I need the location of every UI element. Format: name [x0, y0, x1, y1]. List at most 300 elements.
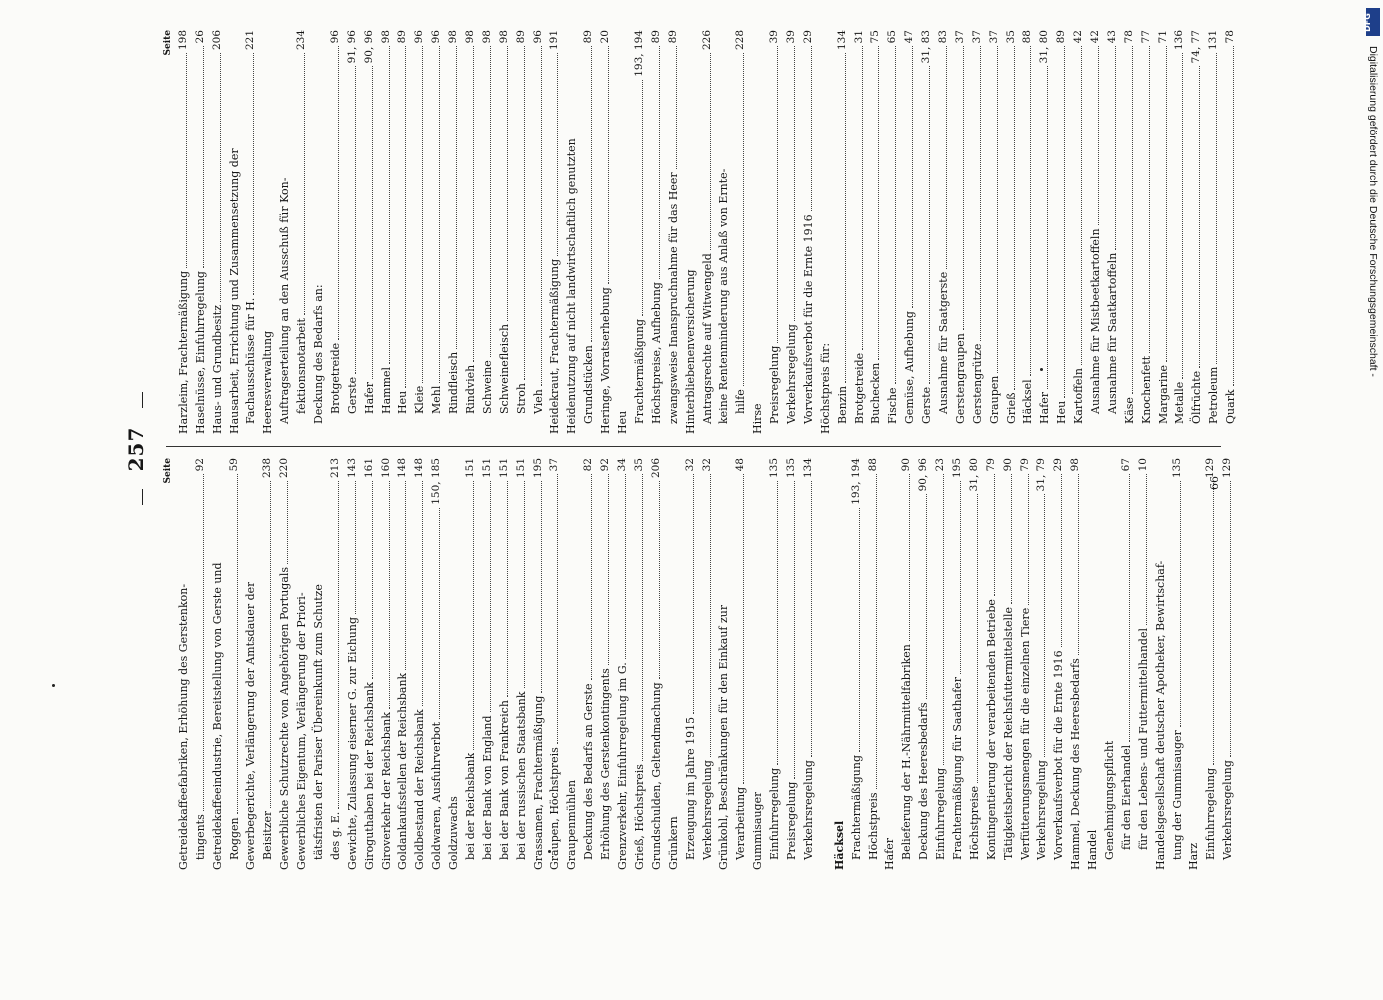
entry-term: Handelsgesellschaft deutscher Apotheker, Bewirtschaf- — [1153, 560, 1167, 870]
entry-page-ref: 89 — [396, 30, 409, 44]
entry-term: Gewerbliche Schutzrechte von Angehörigen Portugals — [278, 566, 292, 870]
leader-dots — [456, 46, 457, 348]
entry-term: keine Rentenminderung aus Anlaß von Ernte- — [717, 168, 731, 424]
entry-term: bei der Bank von England — [480, 715, 494, 860]
entry-term: Verkehrsregelung — [700, 760, 714, 860]
leader-dots — [642, 80, 643, 316]
entry-page-ref: 47 — [903, 30, 916, 44]
leader-dots — [912, 46, 913, 308]
leader-dots — [405, 481, 406, 670]
index-entry — [799, 30, 816, 434]
entry-term: tingents — [193, 814, 207, 860]
entry-term: Graupenmühlen — [565, 779, 579, 870]
entry-term: Fische — [886, 387, 900, 424]
entry-term: Graupen — [987, 375, 1001, 424]
entry-term: Höchstpreis — [866, 792, 880, 860]
entry-page-ref: 91, 96 — [345, 30, 358, 64]
index-entry — [765, 458, 782, 870]
leader-dots — [422, 481, 423, 706]
index-entry — [579, 30, 596, 434]
leader-dots — [439, 508, 440, 719]
index-entry — [275, 458, 292, 870]
index-entry — [208, 30, 225, 434]
leader-dots — [507, 46, 508, 321]
leader-dots — [1146, 474, 1147, 625]
index-entry — [360, 458, 377, 870]
index-entry — [495, 30, 512, 434]
index-entry — [562, 458, 579, 870]
entry-term: Heidenutzung auf nicht landwirtschaftlich genutzten — [565, 138, 579, 434]
entry-term: Häcksel — [1021, 379, 1035, 424]
leader-dots — [1064, 46, 1065, 397]
leader-dots — [524, 46, 525, 380]
header-dash — [142, 489, 143, 505]
entry-term: Harz — [1187, 842, 1201, 870]
index-entry — [1066, 458, 1083, 870]
entry-page-ref: 31, 83 — [920, 30, 933, 64]
entry-term: Hafer — [883, 838, 897, 870]
entry-page-ref: 98 — [447, 30, 460, 44]
entry-term: Verarbeitung — [734, 786, 748, 860]
entry-page-ref: 42 — [1088, 30, 1101, 44]
index-entry — [427, 30, 444, 434]
entry-page-ref: 79 — [1018, 458, 1031, 472]
entry-page-ref: 59 — [227, 458, 240, 472]
entry-page-ref: 160 — [379, 458, 392, 479]
entry-term: Petroleum — [1207, 366, 1221, 424]
entry-page-ref: 89 — [582, 30, 595, 44]
entry-page-ref: 37 — [987, 30, 1000, 44]
leader-dots — [186, 53, 187, 268]
entry-term: Heeresverwaltung — [261, 330, 275, 434]
entry-page-ref: 161 — [362, 458, 375, 479]
leader-dots — [1180, 481, 1181, 727]
leader-dots — [1044, 494, 1045, 757]
leader-dots — [1233, 46, 1234, 386]
entry-page-ref: 195 — [531, 458, 544, 479]
index-entry — [715, 30, 732, 434]
leader-dots — [338, 481, 339, 809]
index-entry — [816, 30, 833, 434]
leader-dots — [237, 474, 238, 814]
entry-page-ref: 82 — [582, 458, 595, 472]
entry-term: Schweinefleisch — [497, 323, 511, 414]
entry-term: Höchstpreis für: — [818, 342, 832, 434]
entry-page-ref: 191 — [548, 30, 561, 51]
index-entry — [258, 458, 275, 870]
entry-term: Grassamen, Frachtermäßigung — [531, 695, 545, 870]
entry-page-ref: 98 — [497, 30, 510, 44]
column-divider — [166, 446, 1221, 447]
entry-page-ref: 148 — [396, 458, 409, 479]
index-entry — [982, 458, 999, 870]
leader-dots — [591, 46, 592, 342]
entry-page-ref: 221 — [244, 30, 257, 51]
leader-dots — [777, 481, 778, 765]
leader-dots — [422, 46, 423, 382]
entry-page-ref: 37 — [548, 458, 561, 472]
entry-term: Gerstengrütze — [970, 343, 984, 424]
entry-page-ref: 151 — [514, 458, 527, 479]
index-entry — [630, 30, 647, 434]
entry-page-ref: 32 — [700, 458, 713, 472]
entry-page-ref: 148 — [413, 458, 426, 479]
entry-term: Ausnahme für Mistbeetkartoffeln — [1088, 228, 1102, 414]
leader-dots — [926, 494, 927, 699]
entry-page-ref: 134 — [835, 30, 848, 51]
entry-term: Höchstpreise, Aufhebung — [649, 282, 663, 424]
leader-dots — [253, 53, 254, 295]
entry-term: bei der Reichsbank — [464, 752, 478, 860]
entry-term: Haus- und Grundbesitz — [210, 305, 224, 434]
index-entry — [309, 458, 326, 870]
leader-dots — [743, 474, 744, 783]
rotated-index-page — [120, 30, 1238, 870]
entry-term: Kartoffeln — [1072, 367, 1086, 424]
entry-term: Hammel, Deckung des Heeresbedarfs — [1069, 658, 1083, 870]
entry-term: Giroverkehr der Reichsbank — [379, 711, 393, 870]
entry-page-ref: 89 — [649, 30, 662, 44]
index-entry — [444, 458, 461, 870]
leader-dots — [845, 53, 846, 383]
entry-page-ref: 143 — [345, 458, 358, 479]
entry-term: Verkehrsregelung — [801, 760, 815, 860]
entry-page-ref: 90 — [900, 458, 913, 472]
index-entry — [562, 30, 579, 434]
entry-term: Gewerbegerichte, Verlängerung der Amtsdauer der — [244, 581, 258, 870]
entry-page-ref: 29 — [801, 30, 814, 44]
entry-term: Benzin — [835, 385, 849, 424]
entry-term: Graupen, Höchstpreis — [548, 747, 562, 870]
entry-term: Genehmigungspflicht — [1102, 740, 1116, 860]
entry-page-ref: 134 — [801, 458, 814, 479]
index-entry — [394, 30, 411, 434]
leader-dots — [1047, 66, 1048, 389]
entry-term: Gerstengraupen — [953, 333, 967, 424]
leader-dots — [963, 46, 964, 330]
entry-page-ref: 20 — [599, 30, 612, 44]
leader-dots — [1014, 46, 1015, 389]
index-entry — [596, 458, 613, 870]
entry-term: Ölfrüchte — [1190, 370, 1204, 424]
entry-term: Verfütterungsmengen für die einzelnen Tiere — [1018, 607, 1032, 860]
entry-page-ref: 65 — [886, 30, 899, 44]
index-entry — [664, 30, 681, 434]
entry-page-ref: 238 — [261, 458, 274, 479]
index-entry — [698, 458, 715, 870]
index-entry — [1151, 458, 1168, 870]
entry-page-ref: 151 — [480, 458, 493, 479]
index-entry — [292, 458, 309, 870]
index-entry — [748, 458, 765, 870]
entry-term: Handel — [1086, 829, 1100, 870]
entry-page-ref: 78 — [1122, 30, 1135, 44]
entry-page-ref: 96 — [531, 30, 544, 44]
index-entry — [1117, 458, 1134, 870]
entry-term: Hafer — [362, 382, 376, 414]
index-entry — [999, 458, 1016, 870]
leader-dots — [659, 46, 660, 279]
index-entry — [864, 458, 881, 870]
entry-term: Einfuhrregelung — [768, 767, 782, 860]
entry-page-ref: 226 — [700, 30, 713, 51]
entry-term: Deckung des Bedarfs an: — [312, 284, 326, 424]
entry-term: für den Eierhandel — [1119, 744, 1133, 850]
entry-term: Beisitzer — [261, 810, 275, 860]
entry-page-ref: 129 — [1221, 458, 1234, 479]
index-entry — [867, 30, 884, 434]
entry-page-ref: 77 — [1139, 30, 1152, 44]
entry-page-ref: 31, 79 — [1035, 458, 1048, 492]
leader-dots — [876, 474, 877, 789]
leader-dots — [372, 481, 373, 679]
entry-page-ref: 31, 80 — [1038, 30, 1051, 64]
entry-page-ref: 206 — [649, 458, 662, 479]
entry-term: Grieß, Höchstpreis — [632, 764, 646, 870]
entry-term: Frachtermäßigung — [849, 755, 863, 860]
leader-dots — [676, 46, 677, 169]
leader-dots — [1182, 53, 1183, 379]
entry-term: Frachtermäßigung — [632, 319, 646, 424]
entry-term: Grundstücken — [582, 345, 596, 424]
index-entry — [343, 458, 360, 870]
entry-term: Heu — [616, 410, 630, 434]
entry-page-ref: 135 — [768, 458, 781, 479]
index-entry — [478, 30, 495, 434]
entry-page-ref: 96 — [430, 30, 443, 44]
entry-term: Gerste — [920, 386, 934, 424]
entry-term: Gummisauger — [751, 791, 765, 870]
entry-term: Kontingentierung der verarbeitenden Betriebe — [984, 599, 998, 860]
entry-term: Ausnahme für Saatgerste — [936, 271, 950, 414]
index-entry — [225, 30, 242, 434]
index-entry — [1218, 458, 1235, 870]
leader-dots — [287, 481, 288, 564]
entry-term: Gemüse, Aufhebung — [903, 311, 917, 424]
leader-dots — [997, 46, 998, 372]
index-entry — [748, 30, 765, 434]
entry-term: tätsfristen der Pariser Übereinkunft zum Schutze — [312, 584, 326, 860]
entry-page-ref: 92 — [599, 458, 612, 472]
index-entry — [1103, 30, 1120, 434]
index-entry — [948, 458, 965, 870]
entry-term: Heidekraut, Frachtermäßigung — [548, 258, 562, 434]
entry-page-ref: 88 — [1021, 30, 1034, 44]
entry-term: zwangsweise Inanspruchnahme für das Heer — [666, 172, 680, 424]
index-entry — [647, 458, 664, 870]
index-entry — [765, 30, 782, 434]
leader-dots — [608, 474, 609, 665]
leader-dots — [909, 474, 910, 641]
index-entry — [1221, 30, 1238, 434]
entry-page-ref: 71 — [1156, 30, 1169, 44]
entry-page-ref: 90 — [1001, 458, 1014, 472]
entry-page-ref: 92 — [193, 458, 206, 472]
leader-dots — [355, 481, 356, 614]
leader-dots — [878, 46, 879, 359]
leader-dots — [1199, 66, 1200, 367]
leader-dots — [473, 46, 474, 361]
seite-label: Seite — [163, 30, 173, 56]
index-entry — [715, 458, 732, 870]
entry-page-ref: 10 — [1136, 458, 1149, 472]
index-entry — [1069, 30, 1086, 434]
entry-page-ref: 88 — [866, 458, 879, 472]
entry-term: Kleie — [413, 385, 427, 414]
leader-dots — [710, 474, 711, 757]
index-entry — [850, 30, 867, 434]
entry-page-ref: 198 — [176, 30, 189, 51]
index-entry — [529, 458, 546, 870]
index-entry — [377, 458, 394, 870]
index-entry — [897, 458, 914, 870]
leader-dots — [372, 66, 373, 379]
index-entry — [478, 458, 495, 870]
index-entry — [596, 30, 613, 434]
entry-term: Grieß — [1004, 392, 1018, 424]
leader-dots — [642, 474, 643, 761]
entry-term: Ausnahme für Saatkartoffeln — [1105, 252, 1119, 414]
index-entry — [917, 30, 934, 434]
entry-term: Giroguthaben bei der Reichsbank — [362, 682, 376, 870]
entry-page-ref: 234 — [295, 30, 308, 51]
index-entry — [681, 458, 698, 870]
index-entry — [1187, 30, 1204, 434]
entry-term: Knochenfett — [1139, 355, 1153, 424]
leader-dots — [203, 474, 204, 811]
leader-dots — [389, 46, 390, 364]
entry-page-ref: 32 — [683, 458, 696, 472]
entry-page-ref: 39 — [784, 30, 797, 44]
index-entry — [830, 458, 847, 870]
index-entry — [258, 30, 275, 434]
leader-dots — [811, 481, 812, 757]
index-entry — [883, 30, 900, 434]
leader-dots — [1011, 474, 1012, 604]
index-entry — [579, 458, 596, 870]
leader-dots — [859, 508, 860, 752]
entry-term: Roggen — [227, 817, 241, 860]
entry-term: hilfe — [734, 389, 748, 414]
entry-term: Heu — [396, 390, 410, 414]
index-entry — [1120, 30, 1137, 434]
index-entry — [360, 30, 377, 434]
index-entry — [698, 30, 715, 434]
entry-page-ref: 98 — [480, 30, 493, 44]
index-entry — [191, 30, 208, 434]
leader-dots — [1149, 46, 1150, 352]
entry-term: bei der russischen Staatsbank — [514, 691, 528, 860]
entry-page-ref: 35 — [632, 458, 645, 472]
entry-page-ref: 90, 96 — [362, 30, 375, 64]
entry-term: Getreidekaffeeindustrie, Bereitstellung von Gerste und — [210, 562, 224, 870]
index-entry — [1137, 30, 1154, 434]
entry-page-ref: 220 — [278, 458, 291, 479]
leader-dots — [710, 53, 711, 250]
index-entry — [427, 458, 444, 870]
entry-term: Vorverkaufsverbot für die Ernte 1916 — [801, 214, 815, 424]
entry-page-ref: 90, 96 — [917, 458, 930, 492]
entry-term: Brotgetreide — [852, 352, 866, 424]
leader-dots — [355, 66, 356, 373]
entry-term: Erzeugung im Jahre 1915 — [683, 716, 697, 860]
index-entry — [242, 458, 259, 870]
seite-label: Seite — [163, 458, 173, 484]
entry-page-ref: 135 — [1170, 458, 1183, 479]
entry-term: Gewerbliches Eigentum, Verlängerung der Priori- — [295, 592, 309, 870]
leader-dots — [1213, 481, 1214, 765]
entry-page-ref: 89 — [514, 30, 527, 44]
index-entry — [292, 30, 309, 434]
leader-dots — [473, 481, 474, 750]
index-entry — [1016, 458, 1033, 870]
entry-page-ref: 150, 185 — [430, 458, 443, 505]
index-entry — [1033, 458, 1050, 870]
entry-page-ref: 98 — [1069, 458, 1082, 472]
index-entry — [847, 458, 864, 870]
entry-page-ref: 35 — [1004, 30, 1017, 44]
header-dash — [142, 392, 143, 408]
entry-term: Grünkern — [666, 816, 680, 870]
leader-dots — [862, 46, 863, 349]
entry-page-ref: 74, 77 — [1190, 30, 1203, 64]
entry-page-ref: 96 — [413, 30, 426, 44]
scan-speck — [52, 684, 55, 687]
index-entry — [225, 458, 242, 870]
entry-page-ref: 151 — [464, 458, 477, 479]
entry-term: fektionsnotarbeit — [295, 318, 309, 414]
entry-term: Mehl — [430, 385, 444, 414]
entry-term: Quark — [1224, 389, 1238, 424]
entry-term: Grünkohl, Beschränkungen für den Einkauf zur — [717, 604, 731, 870]
index-entry — [951, 30, 968, 434]
index-column-right — [162, 30, 1238, 434]
index-entry — [309, 30, 326, 434]
index-entry — [394, 458, 411, 870]
entry-page-ref: 39 — [768, 30, 781, 44]
entry-term: Vorverkaufsverbot für die Ernte 1916 — [1052, 650, 1066, 860]
index-entry — [664, 458, 681, 870]
index-entry — [174, 458, 191, 870]
index-entry — [1204, 30, 1221, 434]
index-entry — [731, 458, 748, 870]
index-entry — [1002, 30, 1019, 434]
index-entry — [613, 30, 630, 434]
leader-dots — [507, 481, 508, 697]
index-entry — [881, 458, 898, 870]
entry-term: Hirse — [751, 403, 765, 434]
entry-term: Buchecken — [869, 362, 883, 424]
index-column-left — [162, 458, 1235, 870]
entry-page-ref: 98 — [464, 30, 477, 44]
leader-dots — [203, 46, 204, 268]
entry-term: Höchstpreise — [967, 785, 981, 860]
leader-dots — [794, 46, 795, 321]
leader-dots — [1129, 474, 1130, 741]
entry-page-ref: 135 — [784, 458, 797, 479]
entry-page-ref: 31, 80 — [967, 458, 980, 492]
entry-term: Heringe, Vorratserhebung — [599, 287, 613, 434]
leader-dots — [960, 481, 961, 674]
index-entry — [1052, 30, 1069, 434]
entry-term: Tätigkeitsbericht der Reichsfuttermittelstelle — [1001, 606, 1015, 860]
entry-term: tung der Gummisauger — [1170, 730, 1184, 860]
entry-term: Einfuhrregelung — [1204, 767, 1218, 860]
leader-dots — [1061, 474, 1062, 647]
footer-number: 66 — [1208, 476, 1221, 490]
index-entry — [799, 458, 816, 870]
entry-term: Goldzuwachs — [447, 796, 461, 870]
